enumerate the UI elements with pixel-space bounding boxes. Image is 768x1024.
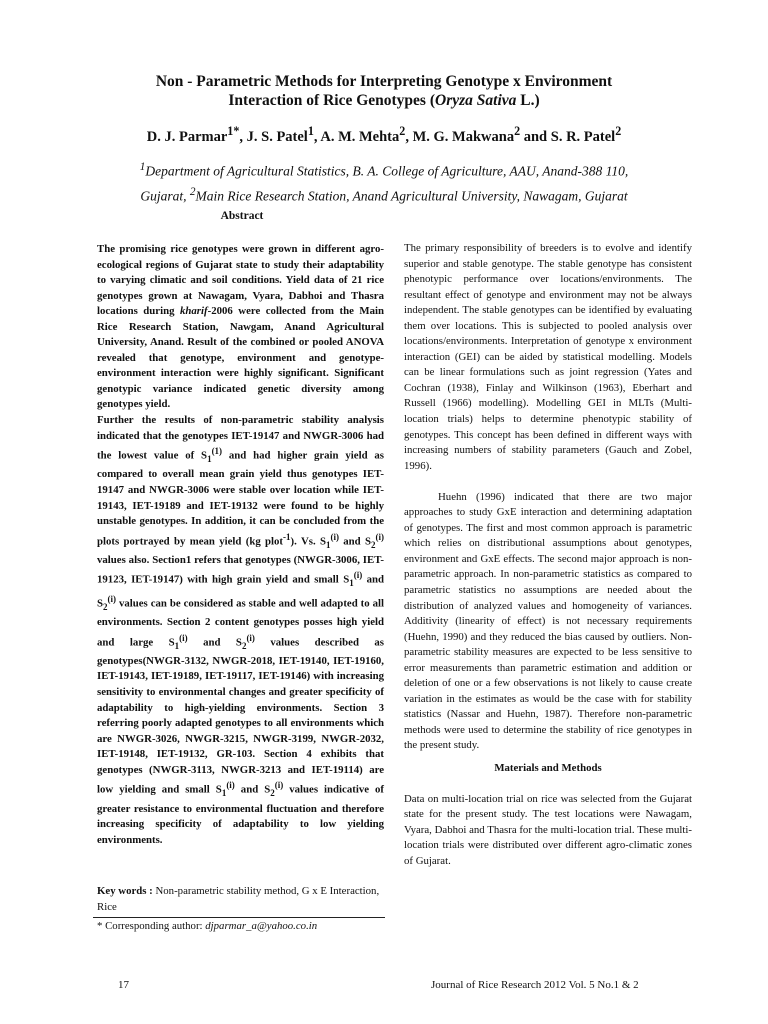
page-number: 17 xyxy=(118,979,129,991)
abstract-paragraph xyxy=(97,242,384,413)
superscript: -1 xyxy=(283,531,291,542)
author-separator: and xyxy=(520,128,551,145)
author-name: D. J. Parmar xyxy=(146,128,228,145)
abstract-text: and S xyxy=(187,636,242,649)
abstract-text: ). Vs. S xyxy=(290,535,326,548)
species-name: Oryza Sativa xyxy=(435,92,517,109)
author-affiliation-mark: 2 xyxy=(399,124,406,138)
abstract-heading: Abstract xyxy=(220,210,264,222)
superscript: (i) xyxy=(375,531,385,542)
paper-title xyxy=(60,72,708,110)
subscript: 1 xyxy=(349,578,354,589)
abstract-text: -2006 were collected from the Main Rice Research Station, Nawgam, Anand Agricultural University, Anand. Result of the combined or pooled ANOVA revealed that genotype, environment and genotype-environment interaction were highly significant. Significant genotypic variance indicated genetic diversity among genotypes yield. xyxy=(97,305,384,411)
abstract-text: values indicative of greater resistance to environmental fluctuation and therefore increasing specificity of adaptability to low yielding environments. xyxy=(97,783,385,846)
title-line-2-prefix: Interaction of Rice Genotypes ( xyxy=(228,92,435,109)
abstract-text: values can be considered as stable and well adapted to all environments. Section 2 content genotypes posses high yield and large S xyxy=(97,597,384,649)
subscript: 2 xyxy=(371,539,376,550)
affiliation-mark: 2 xyxy=(189,185,196,198)
abstract-text: values described as genotypes(NWGR-3132, NWGR-2018, IET-19140, IET-19160, IET-19143, IET-19189, IET-19117, IET-19146) with increasing sensitivity to environmental changes and greater specificity of adaptability to high-yielding environments. Section 3 referring poorly adapted genotypes to all environments which are NWGR-3026, NWGR-3215, NWGR-3199, NWGR-2032, IET-19148, IET-19132, GR-103. Section 4 exhibits that genotypes (NWGR-3113, NWGR-3213 and IET-19114) are low yielding and small S xyxy=(97,636,384,796)
author-name: A. M. Mehta xyxy=(320,128,400,145)
affiliation-2-prefix: Gujarat, xyxy=(140,188,190,203)
author xyxy=(320,124,413,145)
superscript: (i) xyxy=(179,632,188,643)
author-affiliation-mark: 1* xyxy=(227,124,240,138)
abstract-paragraph xyxy=(97,413,384,848)
superscript: (i) xyxy=(226,780,235,791)
abstract-text: The promising rice genotypes were grown in different agro-ecological regions of Gujarat state to study their adaptability to varying climatic and soil conditions. Yield data of 21 rice genotypes grown at Nawagam, Vyara, Dabhoi and Thasra locations during xyxy=(97,243,384,318)
abstract-text: and S xyxy=(97,574,384,610)
author xyxy=(550,124,622,145)
subscript: 1 xyxy=(325,539,331,550)
author-separator: , xyxy=(313,128,321,145)
author-affiliation-mark: 1 xyxy=(307,124,314,138)
title-line-2-suffix: L.) xyxy=(516,92,540,109)
author xyxy=(146,124,247,145)
abstract-body xyxy=(97,242,384,848)
author-separator: , xyxy=(239,128,247,145)
corresponding-email[interactable]: djparmar_a@yahoo.co.in xyxy=(205,920,318,932)
subscript: 1 xyxy=(221,788,227,798)
superscript: (i) xyxy=(353,570,363,581)
abstract-text: values also. Section1 refers that genotypes (NWGR-3006, IET-19123, IET-19147) with high grain yield and small S xyxy=(97,553,384,587)
keywords-label: Key words : xyxy=(97,885,153,897)
section-heading-materials-methods: Materials and Methods xyxy=(494,762,602,774)
author-name: S. R. Patel xyxy=(550,128,616,145)
subscript: 1 xyxy=(174,640,180,651)
author xyxy=(246,124,321,145)
author-name: M. G. Makwana xyxy=(412,128,515,145)
superscript: (i) xyxy=(246,632,255,643)
author xyxy=(412,124,551,145)
abstract-text: and had higher grain yield as compared to overall mean grain yield thus genotypes IET-19147 and NWGR-3006 were stable over location while IET-19143, IET-19189 and IET-19132 were found to be highly unstable genotypes. In addition, it can be concluded from the plots portrayed by mean yield (kg plot xyxy=(97,449,384,548)
abstract-text: and S xyxy=(234,783,271,796)
keywords-text: Non-parametric stability method, G x E Interaction, Rice xyxy=(97,885,380,913)
subscript: 2 xyxy=(103,601,108,612)
author-affiliation-mark: 2 xyxy=(514,124,521,138)
corresponding-label: * Corresponding author: xyxy=(97,920,206,932)
title-line-1: Non - Parametric Methods for Interpreting Genotype x Environment xyxy=(155,73,613,90)
subscript: 2 xyxy=(270,788,275,798)
affiliations xyxy=(100,157,668,206)
subscript: 1 xyxy=(207,453,212,464)
journal-footer: Journal of Rice Research 2012 Vol. 5 No.1 & 2 xyxy=(431,979,639,991)
intro-paragraph-1: The primary responsibility of breeders is to evolve and identify superior and stable genotype. The stable genotype has consistent phenotypic performance over locations/environments. The resultant effect of genotype and environment may not be always independent. The stable genotypes can be identified by evaluating them over locations. This is subjected to pooled analysis over locations/environments. Interpretation of genotype x environment interaction (GEI) can be aided by statistical modelling. Models can be linear formulations such as joint regression (Yates and Cochran (1938), Finlay and Wilkinson (1963), Eberhart and Russell (1966) modelling). Modelling GEI in MLTs (Multi-location trials) helps to determine phenotypic stability of genotypes. This concept has been defined in different ways with increasing numbers of stability parameters (Gauch and Zobel, 1996). xyxy=(404,242,692,472)
right-column xyxy=(404,241,692,869)
footnote-divider xyxy=(93,917,385,918)
affiliation-2-text: Main Rice Research Station, Anand Agricultural University, Nawagam, Gujarat xyxy=(195,188,628,203)
title-line-2 xyxy=(60,91,708,110)
affiliation-mark: 1 xyxy=(139,161,146,173)
affiliation-line-1 xyxy=(100,157,668,182)
superscript: (i) xyxy=(274,780,284,791)
abstract-text: and S xyxy=(338,535,372,548)
keywords xyxy=(97,884,384,915)
corresponding-author xyxy=(97,920,384,932)
abstract-italic-term: kharif xyxy=(180,305,208,318)
author-name: J. S. Patel xyxy=(246,128,308,145)
superscript: (i) xyxy=(107,593,117,604)
intro-paragraph-2: Huehn (1996) indicated that there are two major approaches to study GxE interaction and determining adaptation of genotypes. The first and most common approach is parametric which relies on distributional assumptions about genotypes, environment and GxE effects. The second major approach is non-parametric approach. In non-parametric statistics as compared to parametric statistics no assumptions are needed about the distribution of analyzed values and homogeneity of variances. Additivity (linearity of effect) is not necessary requirements (Huehn, 1990) and they reduced the bias caused by outliers. Non-parametric stability measures are expected to be less sensitive to error measurements than parametric estimation and addition or deletion of one or a few observations is not likely to cause create variation in the estimates as would be the case with for stability statistics (Nassar and Huehn, 1987). Therefore non-parametric methods were used to determine the stability of rice genotypes in the present study. xyxy=(404,490,692,752)
author-list xyxy=(60,124,708,146)
materials-paragraph: Data on multi-location trial on rice was selected from the Gujarat state for the present study. The test locations were Nawagam, Vyara, Dabhoi and Thasra for the multi-location trial. These multi-location trials were distributed over different agro-climatic zones of Gujarat. xyxy=(404,792,692,867)
author-affiliation-mark: 2 xyxy=(615,124,622,138)
affiliation-1-text: Department of Agricultural Statistics, B. A. College of Agriculture, AAU, Anand-388 110, xyxy=(145,163,629,179)
superscript: (i) xyxy=(330,531,339,542)
affiliation-line-2 xyxy=(100,182,668,207)
subscript: 2 xyxy=(241,640,247,651)
abstract-text: Further the results of non-parametric stability analysis indicated that the genotypes IET-19147 and NWGR-3006 had the lowest value of S xyxy=(97,414,384,462)
superscript: (1) xyxy=(211,446,223,457)
author-separator: , xyxy=(405,128,413,145)
